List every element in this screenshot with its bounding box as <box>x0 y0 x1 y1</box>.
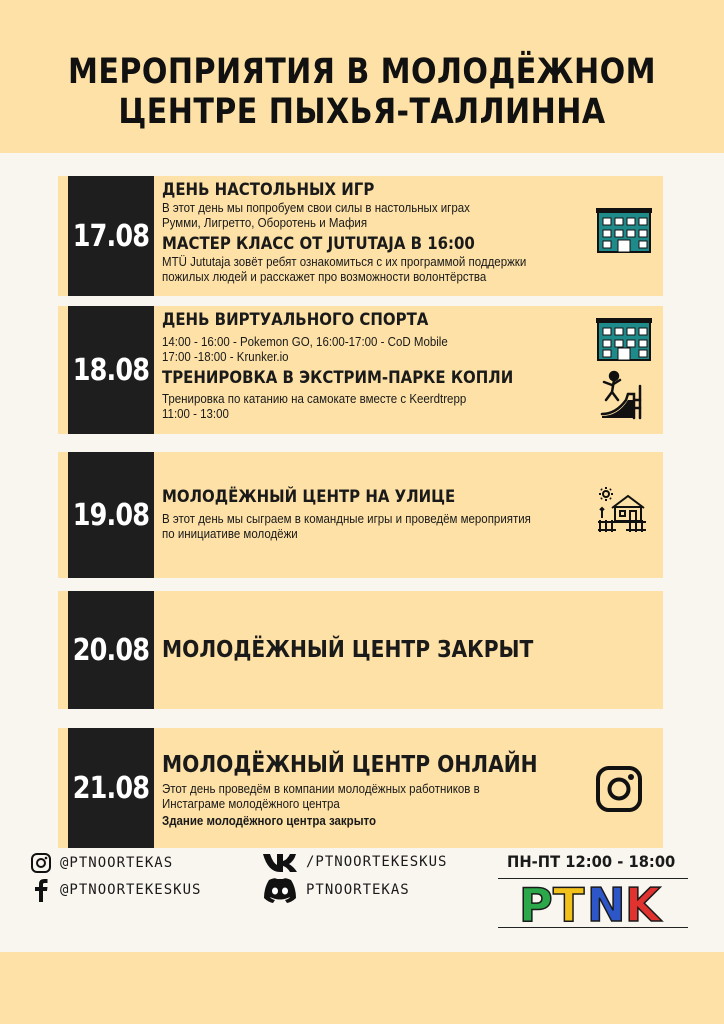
vk-handle[interactable] <box>262 850 447 874</box>
event-text: 11:00 - 13:00 <box>162 407 229 421</box>
event-text: MTÜ Jututaja зовёт ребят ознакомиться с их программой поддержки <box>162 255 527 269</box>
title-line-1: МЕРОПРИЯТИЯ В МОЛОДЁЖНОМ <box>68 52 656 92</box>
instagram-text: @PTNOORTEKAS <box>60 855 174 871</box>
event-heading: МАСТЕР КЛАСС ОТ JUTUTAJA В 16:00 <box>162 234 475 254</box>
day-card-20-08 <box>58 591 663 709</box>
opening-hours: ПН-ПТ 12:00 - 18:00 <box>507 852 676 871</box>
divider-bottom <box>498 927 688 928</box>
logo-letter-t: T <box>553 883 585 925</box>
date-box: 19.08 <box>68 452 154 578</box>
vk-icon <box>262 850 298 874</box>
vk-text: /PTNOORTEKESKUS <box>306 854 448 870</box>
instagram-icon <box>30 852 52 874</box>
event-text: 14:00 - 16:00 - Pokemon GO, 16:00-17:00 - CoD Mobile <box>162 335 448 349</box>
event-heading: МОЛОДЁЖНЫЙ ЦЕНТР ОНЛАЙН <box>162 752 538 778</box>
event-text: пожилых людей и расскажет про возможности волонтёрства <box>162 270 487 284</box>
building-icon <box>596 208 652 254</box>
date-box: 21.08 <box>68 728 154 848</box>
event-heading: ДЕНЬ ВИРТУАЛЬНОГО СПОРТА <box>162 310 429 330</box>
event-heading: МОЛОДЁЖНЫЙ ЦЕНТР НА УЛИЦЕ <box>162 487 456 507</box>
day-card-21-08 <box>58 728 663 848</box>
day-card-17-08 <box>58 176 663 296</box>
page-title <box>51 52 674 132</box>
logo-letter-k: K <box>625 883 661 925</box>
event-text: В этот день мы попробуем свои силы в настольных играх <box>162 201 470 215</box>
facebook-text: @PTNOORTEKESKUS <box>60 882 202 898</box>
event-text: Румми, Лигретто, Оборотень и Мафия <box>162 216 368 230</box>
event-text: Этот день проведём в компании молодёжных работников в <box>162 782 480 796</box>
skatepark-icon <box>598 370 646 420</box>
event-text: 17:00 -18:00 - Krunker.io <box>162 350 289 364</box>
event-heading: МОЛОДЁЖНЫЙ ЦЕНТР ЗАКРЫТ <box>162 637 534 663</box>
discord-text: PTNOORTEKAS <box>306 882 410 898</box>
event-text: Тренировка по катанию на самокате вместе с Keerdtrepp <box>162 392 467 406</box>
instagram-handle[interactable] <box>30 852 173 874</box>
date-box: 20.08 <box>68 591 154 709</box>
day-card-18-08 <box>58 306 663 434</box>
instagram-icon <box>594 764 644 814</box>
facebook-handle[interactable] <box>30 878 201 902</box>
divider-top <box>498 878 688 879</box>
event-text: Инстаграме молодёжного центра <box>162 797 340 811</box>
house-outdoor-icon <box>596 486 648 534</box>
discord-handle[interactable] <box>262 876 410 904</box>
ptnk-logo <box>517 883 669 925</box>
facebook-icon <box>30 878 52 902</box>
event-heading: ТРЕНИРОВКА В ЭКСТРИМ-ПАРКЕ КОПЛИ <box>162 368 514 388</box>
event-heading: ДЕНЬ НАСТОЛЬНЫХ ИГР <box>162 180 375 200</box>
event-text: В этот день мы сыграем в командные игры и проведём мероприятия <box>162 512 531 526</box>
closed-note: Здание молодёжного центра закрыто <box>162 814 377 828</box>
date-box: 18.08 <box>68 306 154 434</box>
date-box: 17.08 <box>68 176 154 296</box>
logo-letter-n: N <box>587 883 626 925</box>
logo-letter-p: P <box>519 883 553 925</box>
footer-band <box>0 952 724 1024</box>
event-text: по инициативе молодёжи <box>162 527 298 541</box>
building-icon <box>596 318 652 362</box>
discord-icon <box>262 876 298 904</box>
day-card-19-08 <box>58 452 663 578</box>
title-line-2: ЦЕНТРЕ ПЫХЬЯ-ТАЛЛИННА <box>118 92 606 132</box>
